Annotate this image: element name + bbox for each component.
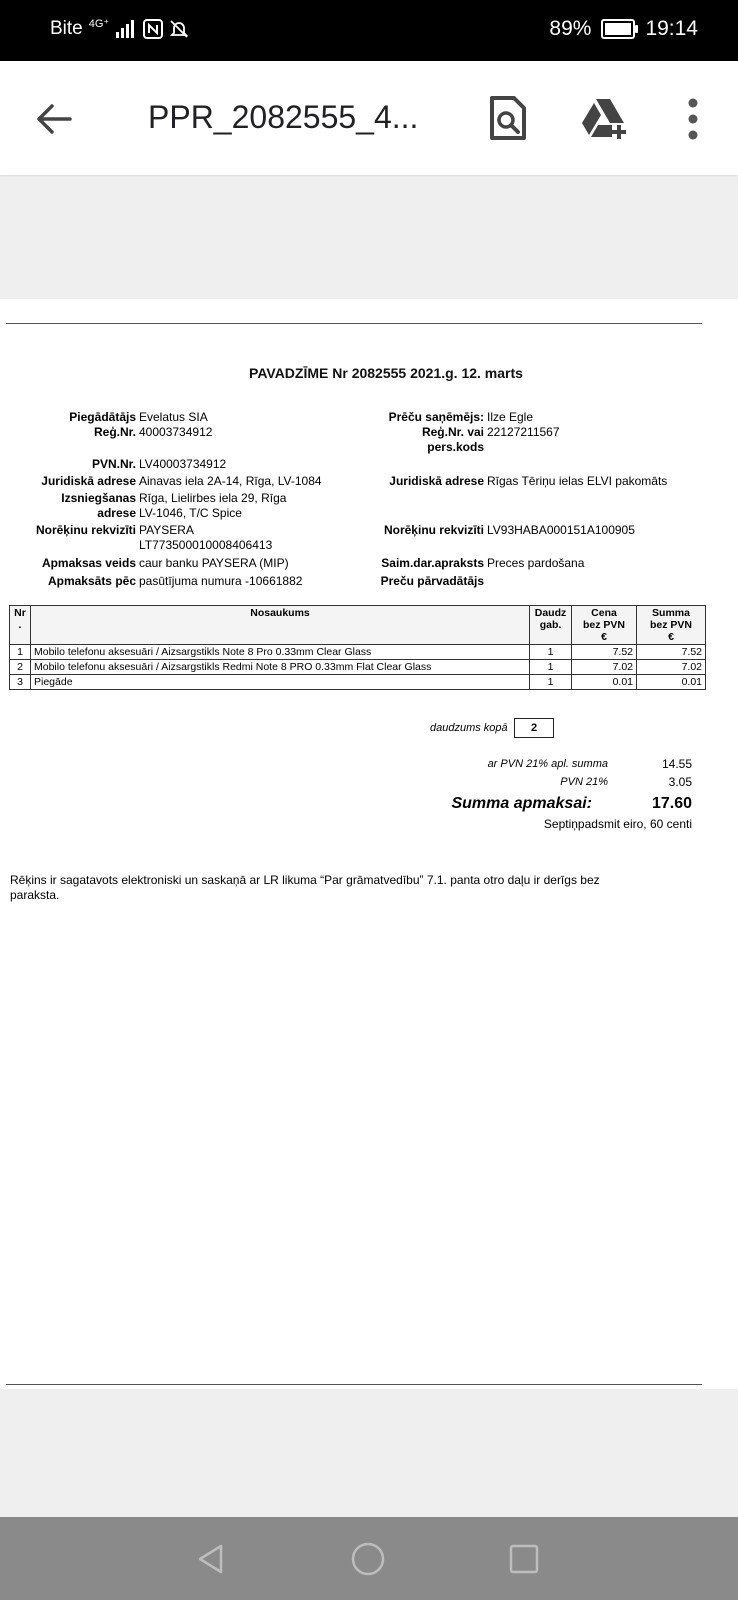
col-qty: Daudz gab. xyxy=(530,606,572,645)
vat-base-label: ar PVN 21% apl. summa xyxy=(487,758,608,770)
bottom-rule xyxy=(6,1384,702,1385)
more-options-icon[interactable] xyxy=(686,97,700,141)
status-right xyxy=(549,17,698,41)
table-row xyxy=(10,645,706,660)
qty-total-value: 2 xyxy=(514,718,554,738)
top-rule xyxy=(6,323,702,324)
total-value: 17.60 xyxy=(651,795,692,812)
receiver-value: Ilze Egle xyxy=(487,410,534,424)
navigation-bar xyxy=(0,1517,738,1600)
col-sum: Summa bez PVN € xyxy=(637,606,706,645)
pickup-label-2: adrese xyxy=(97,506,136,520)
receiver-reg-label-2: pers.kods xyxy=(427,440,484,454)
footer-note-line-2: paraksta. xyxy=(10,888,60,902)
supplier-address-value: Ainavas iela 2A-14, Rīga, LV-1084 xyxy=(139,474,322,488)
payment-type-label: Apmaksas veids xyxy=(41,556,136,570)
supplier-bank-value-2: LT773500010008406413 xyxy=(139,538,273,552)
row-qty: 1 xyxy=(530,645,572,660)
network-type: 4G⁺ xyxy=(88,17,110,30)
mute-bell-icon xyxy=(169,19,189,39)
row-name: Mobilo telefonu aksesuāri / Aizsargstikls Note 8 Pro 0.33mm Clear Glass xyxy=(31,645,530,660)
row-price: 0.01 xyxy=(572,675,637,690)
receiver-address-value: Rīgas Tēriņu ielas ELVI pakomāts xyxy=(487,474,668,488)
pickup-value-1: Rīga, Lielirbes iela 29, Rīga xyxy=(139,491,287,505)
row-qty: 1 xyxy=(530,660,572,675)
col-name: Nosaukums xyxy=(31,606,530,645)
nfc-icon xyxy=(143,19,163,39)
vat-label: PVN 21% xyxy=(560,776,608,788)
supplier-bank-label: Norēķinu rekvizīti xyxy=(35,523,136,537)
pickup-label-1: Izsniegšanas xyxy=(61,491,136,505)
total-in-words: Septiņpadsmit eiro, 60 centi xyxy=(543,817,692,831)
business-desc-label: Saim.dar.apraksts xyxy=(381,556,484,570)
qty-total-label: daudzums kopā xyxy=(430,722,508,734)
document-page xyxy=(0,299,738,1389)
business-desc-value: Preces pardošana xyxy=(487,556,585,570)
battery-icon xyxy=(601,19,635,39)
row-name: Piegāde xyxy=(31,675,530,690)
paid-by-value: pasūtījuma numura -10661882 xyxy=(139,574,303,588)
pickup-value-2: LV-1046, T/C Spice xyxy=(139,506,242,520)
col-price: Cena bez PVN € xyxy=(572,606,637,645)
row-name: Mobilo telefonu aksesuāri / Aizsargstikls Redmi Note 8 PRO 0.33mm Flat Clear Glass xyxy=(31,660,530,675)
row-nr: 2 xyxy=(10,660,31,675)
vat-base-value: 14.55 xyxy=(661,757,692,771)
receiver-bank-label: Norēķinu rekvizīti xyxy=(383,523,484,537)
invoice-title: PAVADZĪME Nr 2082555 2021.g. 12. marts xyxy=(249,365,523,381)
receiver-address-label: Juridiskā adrese xyxy=(389,474,484,488)
search-document-icon[interactable] xyxy=(486,95,530,141)
receiver-reg-value: 22127211567 xyxy=(487,425,560,439)
clock: 19:14 xyxy=(645,17,698,40)
row-nr: 1 xyxy=(10,645,31,660)
row-price: 7.52 xyxy=(572,645,637,660)
row-sum: 7.52 xyxy=(637,645,706,660)
receiver-label: Prēču saņēmējs: xyxy=(388,410,484,424)
vat-value: 3.05 xyxy=(668,775,692,789)
signal-icon xyxy=(115,20,137,38)
row-sum: 7.02 xyxy=(637,660,706,675)
col-nr: Nr . xyxy=(10,606,31,645)
carrier-label: Preču pārvadātājs xyxy=(380,574,484,588)
items-table xyxy=(9,605,706,690)
row-qty: 1 xyxy=(530,675,572,690)
back-arrow-icon[interactable] xyxy=(32,97,76,141)
supplier-value: Evelatus SIA xyxy=(139,410,208,424)
nav-home-icon[interactable] xyxy=(350,1541,386,1577)
row-price: 7.02 xyxy=(572,660,637,675)
footer-note-line-1: Rēķins ir sagatavots elektroniski un saskaņā ar LR likuma “Par grāmatvedību” 7.1. panta otro daļu ir derīgs bez xyxy=(10,873,600,887)
supplier-reg-value: 40003734912 xyxy=(139,425,213,439)
receiver-bank-value: LV93HABA000151A100905 xyxy=(487,523,635,537)
carrier-name: Bite xyxy=(50,18,83,39)
nav-recents-icon[interactable] xyxy=(508,1543,540,1575)
row-nr: 3 xyxy=(10,675,31,690)
paid-by-label: Apmaksāts pēc xyxy=(47,574,136,588)
payment-type-value: caur banku PAYSERA (MIP) xyxy=(139,556,289,570)
supplier-bank-value-1: PAYSERA xyxy=(139,523,194,537)
supplier-reg-label: Reģ.Nr. xyxy=(93,425,136,439)
supplier-vat-label: PVN.Nr. xyxy=(91,457,136,471)
status-bar xyxy=(0,0,738,61)
row-sum: 0.01 xyxy=(637,675,706,690)
nav-back-icon[interactable] xyxy=(195,1543,227,1575)
supplier-vat-value: LV40003734912 xyxy=(139,457,227,471)
supplier-label: Piegādātājs xyxy=(69,410,136,424)
app-bar xyxy=(0,61,738,175)
receiver-reg-label-1: Reģ.Nr. vai xyxy=(421,425,484,439)
table-row xyxy=(10,675,706,690)
drive-add-icon[interactable] xyxy=(582,97,632,141)
total-label: Summa apmaksai: xyxy=(451,795,592,812)
table-header-row xyxy=(10,606,706,645)
document-title: PPR_2082555_4... xyxy=(148,99,419,135)
status-left xyxy=(50,18,189,40)
supplier-address-label: Juridiskā adrese xyxy=(41,474,136,488)
table-row xyxy=(10,660,706,675)
battery-percent: 89% xyxy=(549,17,592,40)
